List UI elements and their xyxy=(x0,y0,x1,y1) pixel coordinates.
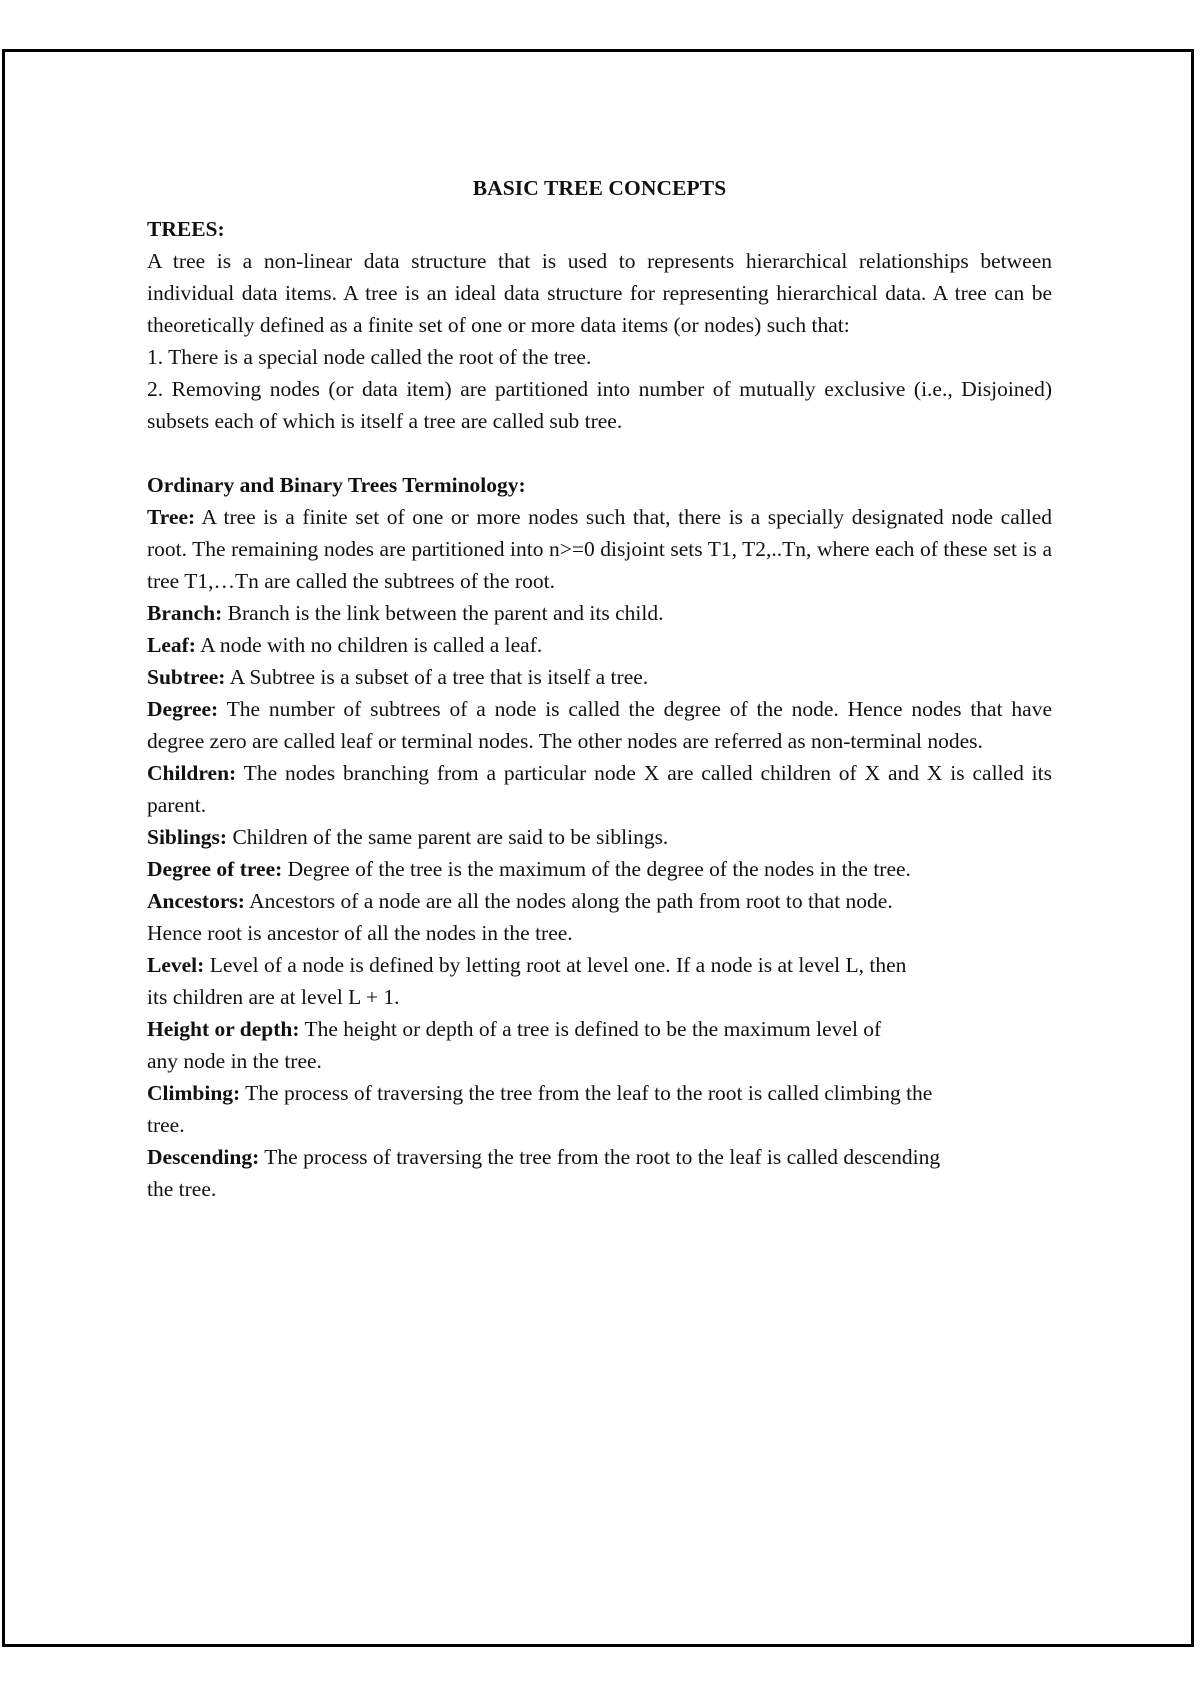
definition-text: Level of a node is defined by letting root at level one. If a node is at level L, then xyxy=(204,953,907,977)
term-label: Children: xyxy=(147,761,237,785)
term-label: Branch: xyxy=(147,601,223,625)
definition-text: The number of subtrees of a node is called the degree of the node. Hence nodes that have degree zero are called leaf or terminal nodes. The other nodes are referred as non-terminal nodes. xyxy=(147,697,1052,753)
definition-text: Branch is the link between the parent and its child. xyxy=(222,601,664,625)
term-label: Tree: xyxy=(147,505,196,529)
definition-text: The height or depth of a tree is defined to be the maximum level of xyxy=(299,1017,882,1041)
definition-text: Degree of the tree is the maximum of the degree of the nodes in the tree. xyxy=(282,857,911,881)
definition-text: The process of traversing the tree from the leaf to the root is called climbing the xyxy=(240,1081,933,1105)
definition-text-continued: any node in the tree. xyxy=(147,1049,322,1073)
term-label: Degree: xyxy=(147,697,219,721)
term-label: Ancestors: xyxy=(147,889,245,913)
definition-leaf xyxy=(147,629,1052,661)
definition-text: Ancestors of a node are all the nodes along the path from root to that node. xyxy=(244,889,893,913)
definition-text: A Subtree is a subset of a tree that is itself a tree. xyxy=(225,665,649,689)
definition-height-or-depth xyxy=(147,1013,1052,1077)
term-label: Climbing: xyxy=(147,1081,241,1105)
definition-text: A tree is a finite set of one or more nodes such that, there is a specially designated node called root. The remaining nodes are partitioned into n>=0 disjoint sets T1, T2,..Tn, where each of these set is a tree T1,…Tn are called the subtrees of the root. xyxy=(147,505,1052,593)
definition-children xyxy=(147,757,1052,821)
trees-heading: TREES: xyxy=(147,217,225,241)
term-label: Siblings: xyxy=(147,825,228,849)
term-label: Leaf: xyxy=(147,633,196,657)
definition-descending xyxy=(147,1141,1052,1205)
term-label: Degree of tree: xyxy=(147,857,283,881)
definition-text-continued: Hence root is ancestor of all the nodes in the tree. xyxy=(147,921,573,945)
document-body xyxy=(147,172,1052,1205)
definition-climbing xyxy=(147,1077,1052,1141)
definition-text-continued: the tree. xyxy=(147,1177,217,1201)
definition-text: Children of the same parent are said to be siblings. xyxy=(227,825,669,849)
term-label: Level: xyxy=(147,953,205,977)
definition-level xyxy=(147,949,1052,1013)
terminology-heading: Ordinary and Binary Trees Terminology: xyxy=(147,473,526,497)
definition-text: A node with no children is called a leaf. xyxy=(195,633,543,657)
term-label: Subtree: xyxy=(147,665,226,689)
definition-tree xyxy=(147,501,1052,597)
page-title: BASIC TREE CONCEPTS xyxy=(472,176,727,200)
definition-branch xyxy=(147,597,1052,629)
definition-text-continued: its children are at level L + 1. xyxy=(147,985,400,1009)
definition-subtree xyxy=(147,661,1052,693)
definition-siblings xyxy=(147,821,1052,853)
definition-text: The process of traversing the tree from the root to the leaf is called descending xyxy=(259,1145,941,1169)
trees-intro: A tree is a non-linear data structure that is used to represents hierarchical relationships between individual data items. A tree is an ideal data structure for representing hierarchical data. A tree can be theoretically defined as a finite set of one or more data items (or nodes) such that: xyxy=(147,249,1052,337)
definition-ancestors xyxy=(147,885,1052,949)
definition-degree-of-tree xyxy=(147,853,1052,885)
definition-degree xyxy=(147,693,1052,757)
section-spacer xyxy=(147,437,1052,469)
trees-point-1: 1. There is a special node called the root of the tree. xyxy=(147,345,592,369)
term-label: Descending: xyxy=(147,1145,260,1169)
definition-text-continued: tree. xyxy=(147,1113,185,1137)
term-label: Height or depth: xyxy=(147,1017,300,1041)
definition-text: The nodes branching from a particular node X are called children of X and X is called its parent. xyxy=(147,761,1052,817)
trees-point-2: 2. Removing nodes (or data item) are partitioned into number of mutually exclusive (i.e., Disjoined) subsets each of which is itself a tree are called sub tree. xyxy=(147,377,1052,433)
